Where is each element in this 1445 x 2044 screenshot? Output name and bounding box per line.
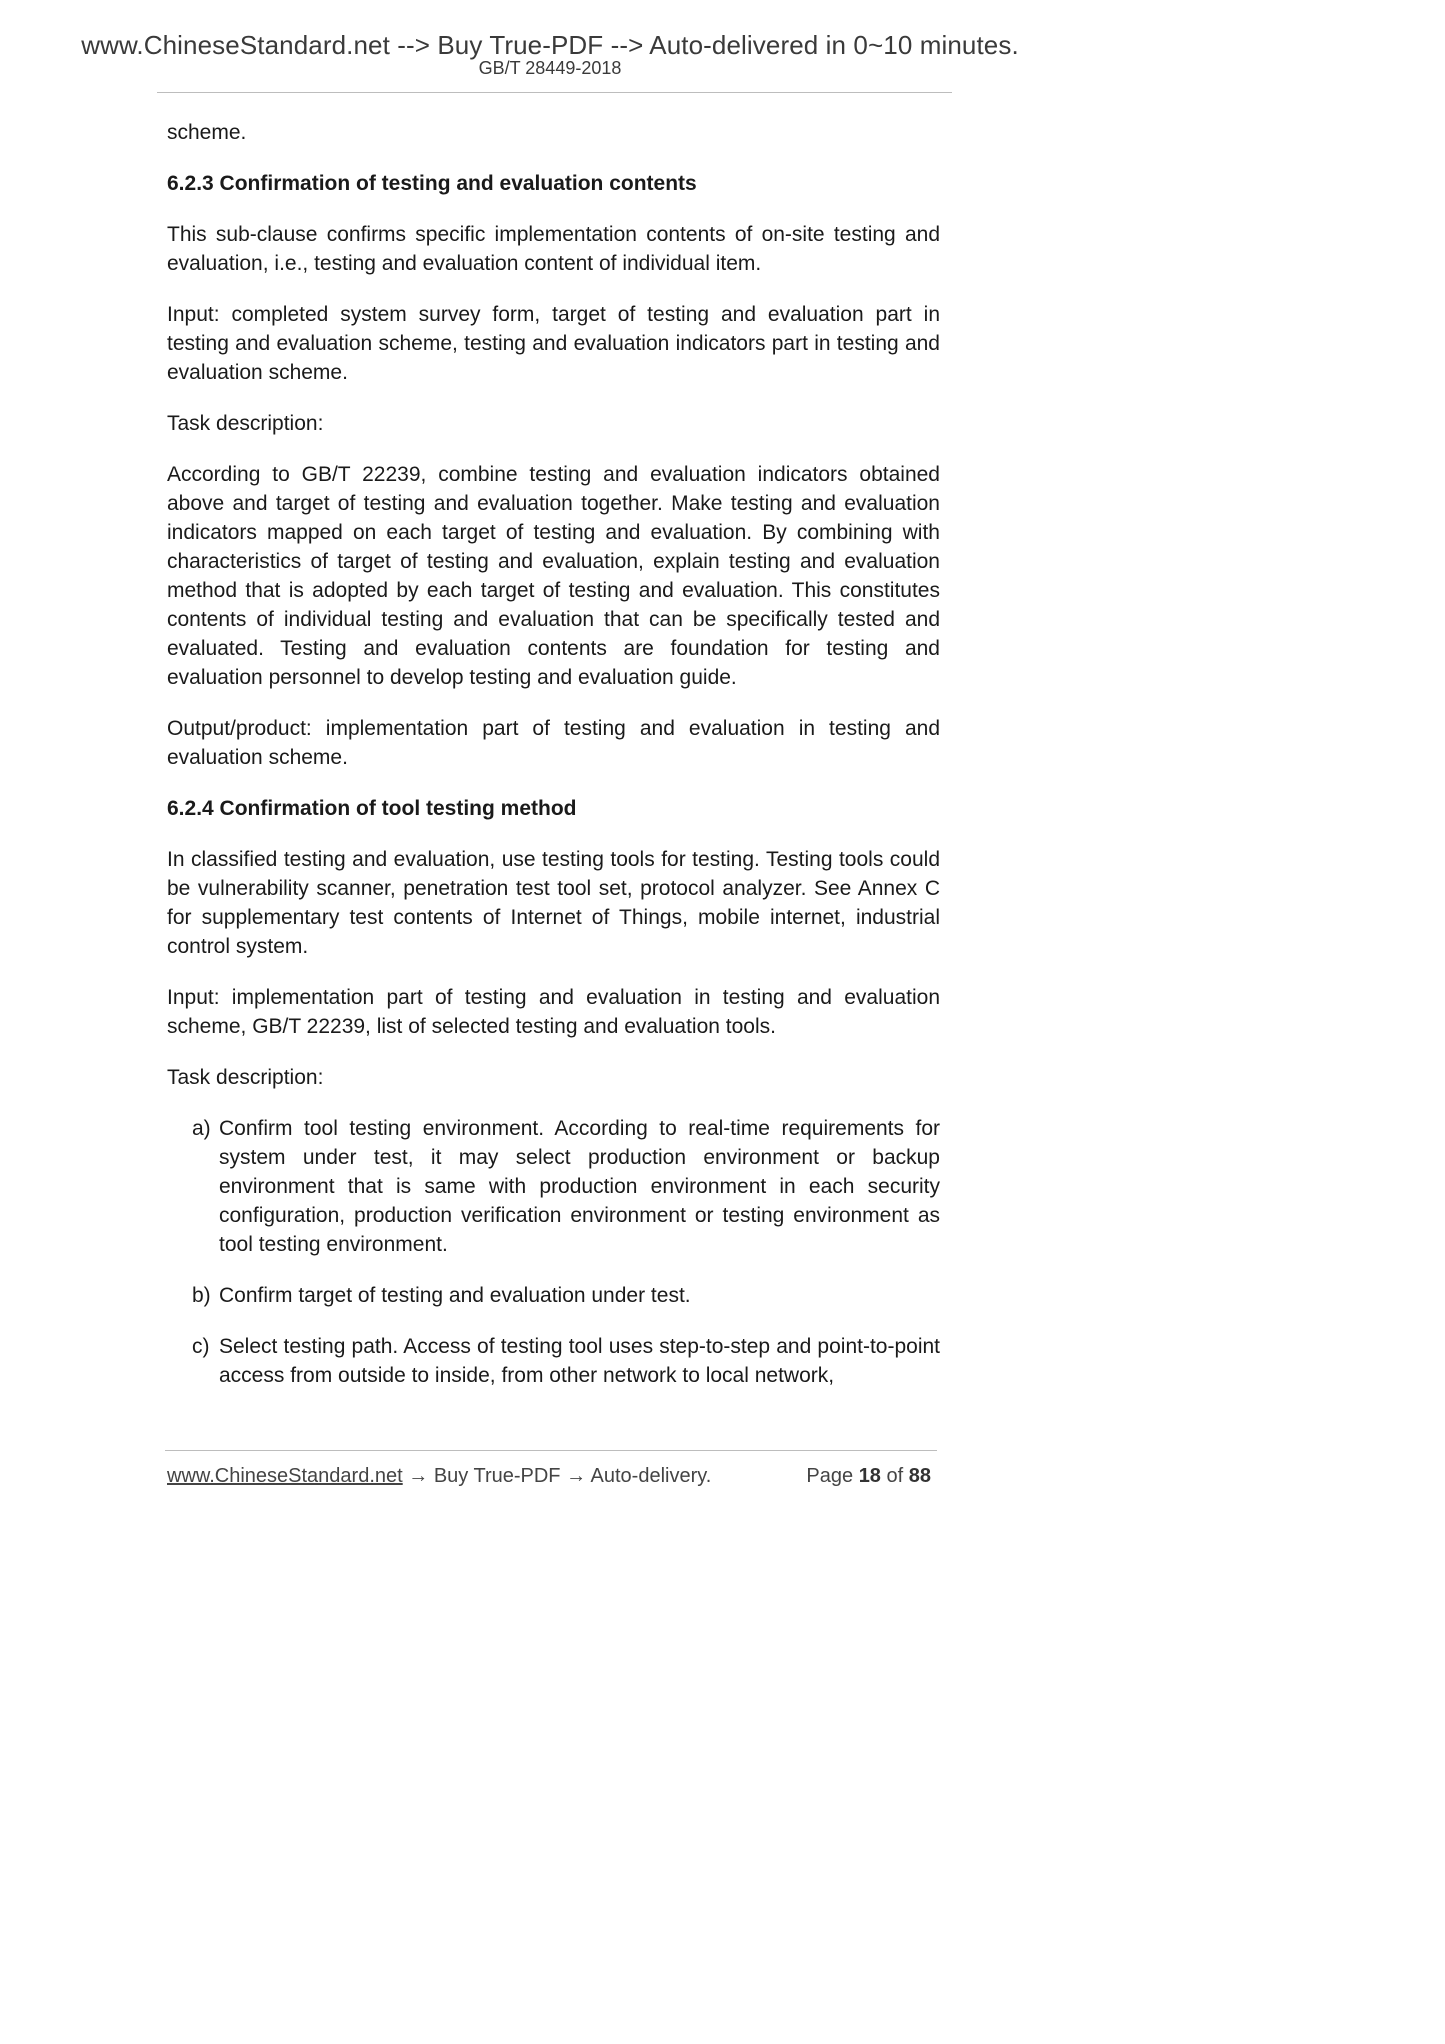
paragraph: Output/product: implementation part of testing and evaluation in testing and evaluation scheme. <box>167 717 940 769</box>
list-item-text: Confirm tool testing environment. According to real-time requirements for system under test, it may select production environment or backup environment that is same with production environment in each security configuration, production verification environment or testing environment as tool testing environment. <box>219 1117 940 1256</box>
paragraph: In classified testing and evaluation, use testing tools for testing. Testing tools could be vulnerability scanner, penetration test tool set, protocol analyzer. See Annex C for supplementary test contents of Internet of Things, mobile internet, industrial control system. <box>167 848 940 958</box>
section-heading-6-2-4: 6.2.4 Confirmation of tool testing method <box>167 797 577 820</box>
paragraph: Input: completed system survey form, target of testing and evaluation part in testing and evaluation scheme, testing and evaluation indicators part in testing and evaluation scheme. <box>167 303 940 384</box>
list-item <box>167 1281 940 1310</box>
footer-website-link[interactable]: www.ChineseStandard.net <box>167 1465 403 1487</box>
list-item-text: Confirm target of testing and evaluation under test. <box>219 1284 691 1307</box>
page-of-label: of <box>886 1465 904 1487</box>
footer-divider <box>165 1450 937 1451</box>
paragraph-scheme-tail: scheme. <box>167 121 247 144</box>
page-number <box>806 1465 931 1488</box>
paragraph: This sub-clause confirms specific implementation contents of on-site testing and evaluation, i.e., testing and evaluation content of individual item. <box>167 223 940 275</box>
page-footer <box>167 1465 937 1488</box>
list-item-text: Select testing path. Access of testing tool uses step-to-step and point-to-point access from outside to inside, from other network to local network, <box>219 1335 940 1387</box>
header-divider <box>157 92 952 93</box>
paragraph: Input: implementation part of testing and evaluation in testing and evaluation scheme, GB/T 22239, list of selected testing and evaluation tools. <box>167 986 940 1038</box>
page-total: 88 <box>908 1465 931 1487</box>
header-banner[interactable]: www.ChineseStandard.net --> Buy True-PDF --> Auto-delivered in 0~10 minutes. <box>81 30 1019 60</box>
page-label: Page <box>806 1465 854 1487</box>
list-item <box>167 1332 940 1390</box>
paragraph: Task description: <box>167 1066 324 1089</box>
paragraph: Task description: <box>167 412 324 435</box>
list-item <box>167 1114 940 1259</box>
paragraph: According to GB/T 22239, combine testing and evaluation indicators obtained above and target of testing and evaluation together. Make testing and evaluation indicators mapped on each target of testing and evaluation. By combining with characteristics of target of testing and evaluation, explain testing and evaluation method that is adopted by each target of testing and evaluation. This constitutes contents of individual testing and evaluation that can be specifically tested and evaluated. Testing and evaluation contents are foundation for testing and evaluation personnel to develop testing and evaluation guide. <box>167 463 940 689</box>
section-heading-6-2-3: 6.2.3 Confirmation of testing and evaluation contents <box>167 172 697 195</box>
footer-tagline: → Buy True-PDF → Auto-delivery. <box>402 1465 712 1487</box>
document-code: GB/T 28449-2018 <box>478 58 622 78</box>
list-marker: a) <box>192 1117 211 1140</box>
list-marker: b) <box>192 1284 211 1307</box>
page-content <box>167 118 940 1412</box>
page-current: 18 <box>858 1465 881 1487</box>
list-marker: c) <box>192 1335 210 1358</box>
